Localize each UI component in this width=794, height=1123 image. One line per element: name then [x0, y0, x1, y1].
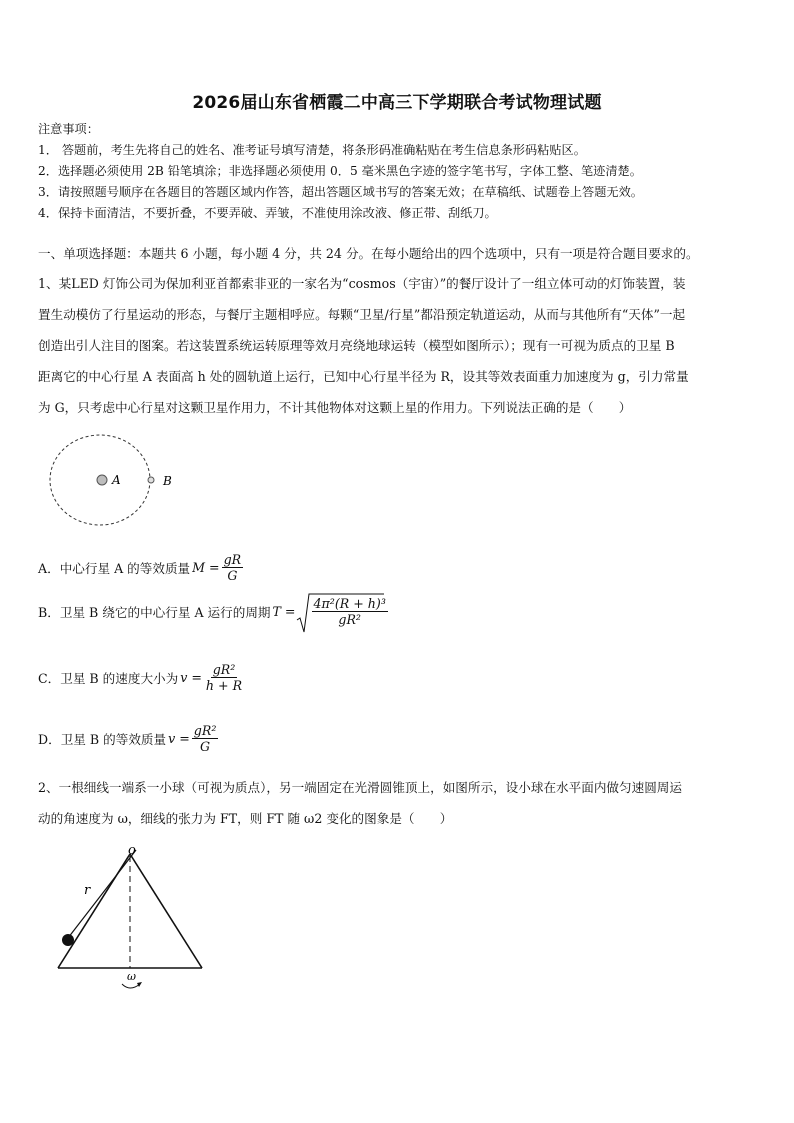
cone-right-edge — [130, 854, 202, 968]
q2-line: 动的角速度为 ω，细线的张力为 FT，则 FT 随 ω2 变化的图象是（ ） — [38, 811, 453, 826]
option-a[interactable] — [38, 552, 243, 583]
option-a-fraction — [222, 552, 244, 583]
option-b-num: 4π²(R + h)³ — [313, 596, 386, 611]
option-c-text: C．卫星 B 的速度大小为 — [38, 671, 179, 686]
option-c-lhs: v = — [180, 670, 202, 685]
option-b[interactable] — [38, 596, 388, 627]
option-d-fraction — [192, 723, 219, 754]
note-item: 2．选择题必须使用 2B 铅笔填涂；非选择题必须使用 0．5 毫米黑色字迹的签字笔书写，字体工整、笔迹清楚。 — [38, 164, 642, 178]
note-item: 4．保持卡面清洁，不要折叠，不要弄破、弄皱，不准使用涂改液、修正带、刮纸刀。 — [38, 206, 497, 220]
label-b: B — [163, 474, 172, 488]
q2-line: 2、一根细线一端系一小球（可视为质点），另一端固定在光滑圆锥顶上，如图所示，设小球在水平面内做匀速圆周运 — [38, 780, 682, 795]
q1-line: 置生动模仿了行星运动的形态，与餐厅主题相呼应。每颗“卫星/行星”都沿预定轨道运动，从而与其他所有“天体”一起 — [38, 307, 686, 322]
option-b-text: B．卫星 B 绕它的中心行星 A 运行的周期 — [38, 605, 271, 620]
option-c-den: h + R — [205, 678, 243, 693]
option-d-text: D．卫星 B 的等效质量 — [38, 732, 167, 747]
question-1-stem — [38, 268, 756, 423]
orbit-figure — [50, 434, 172, 526]
rotation-arrow — [122, 984, 140, 988]
note-item: 3．请按照题号顺序在各题目的答题区域内作答，超出答题区域书写的答案无效；在草稿纸、试题卷上答题无效。 — [38, 185, 643, 199]
q1-line: 为 G，只考虑中心行星对这颗卫星作用力，不计其他物体对这颗上星的作用力。下列说法正确的是（ ） — [38, 400, 632, 415]
option-c-fraction — [204, 662, 244, 693]
q1-line: 创造出引人注目的图案。若这装置系统运转原理等效月亮绕地球运转（模型如图所示）；现有一可视为质点的卫星 B — [38, 338, 675, 353]
option-a-den: G — [227, 568, 238, 583]
cone-figure — [52, 843, 212, 994]
option-c[interactable] — [38, 662, 244, 693]
option-d-num: gR² — [193, 723, 217, 738]
label-a: A — [112, 473, 121, 487]
option-a-num: gR — [223, 552, 242, 567]
option-b-lhs: T = — [272, 604, 296, 619]
q1-line: 距离它的中心行星 A 表面高 h 处的圆轨道上运行，已知中心行星半径为 R，设其等效表面重力加速度为 g，引力常量 — [38, 369, 689, 384]
label-r: r — [84, 883, 91, 898]
q1-line: 1、某LED 灯饰公司为保加利亚首都索非亚的一家名为“cosmos（宇宙）”的餐厅设计了一组立体可动的灯饰装置，装 — [38, 276, 686, 291]
option-d-lhs: v = — [168, 731, 190, 746]
option-c-num: gR² — [212, 662, 236, 677]
option-a-lhs: M = — [192, 560, 220, 575]
label-omega: ω — [127, 970, 136, 983]
sqrt-sign — [296, 596, 388, 627]
ball — [62, 934, 74, 946]
notes-heading: 注意事项： — [38, 122, 99, 136]
label-o: o — [128, 843, 136, 858]
page-title: 2026届山东省栖霞二中高三下学期联合考试物理试题 — [192, 93, 602, 113]
string-r — [68, 850, 136, 938]
notes-block — [38, 119, 758, 224]
option-d-den: G — [200, 739, 211, 754]
question-2-stem — [38, 772, 756, 834]
section-heading: 一、单项选择题：本题共 6 小题，每小题 4 分，共 24 分。在每小题给出的四个选项中，只有一项是符合题目要求的。 — [38, 246, 699, 261]
note-item: 1． 答题前，考生先将自己的姓名、准考证号填写清楚，将条形码准确粘贴在考生信息条形码粘贴区。 — [38, 143, 586, 157]
satellite-b — [148, 477, 154, 483]
option-b-den: gR² — [338, 612, 361, 627]
planet-a — [97, 475, 107, 485]
option-a-text: A．中心行星 A 的等效质量 — [38, 561, 191, 576]
rotation-arrowhead — [137, 982, 142, 987]
option-d[interactable] — [38, 723, 218, 754]
